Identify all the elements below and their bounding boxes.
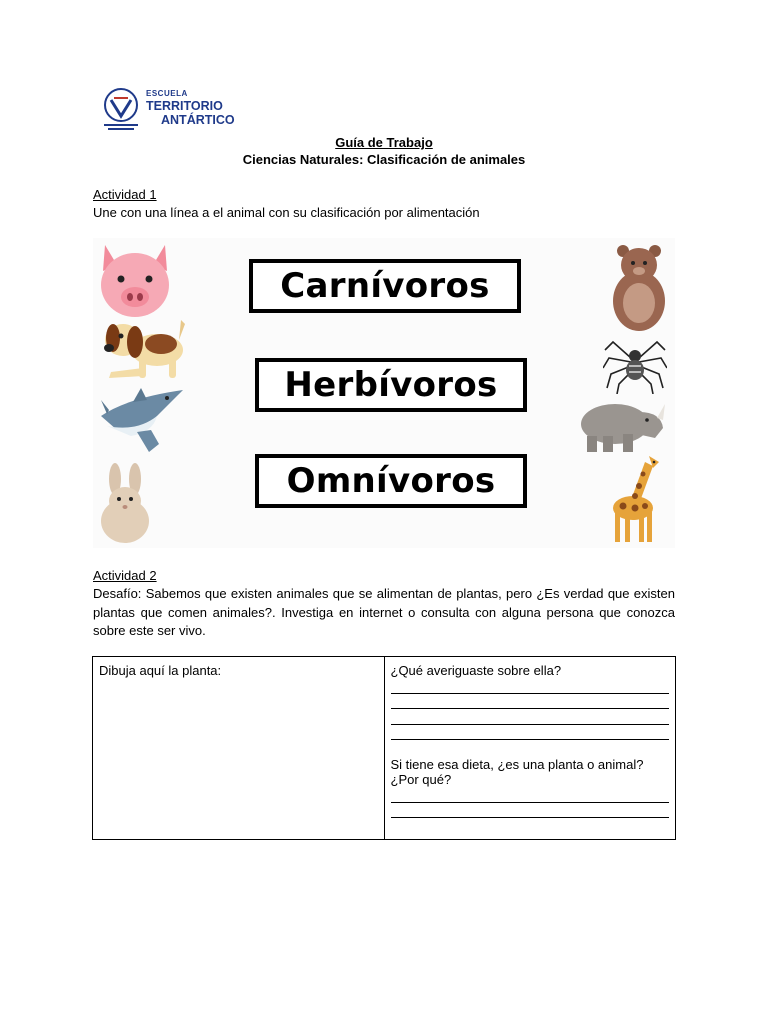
worksheet-table [92, 656, 676, 840]
answer-lines-2[interactable] [391, 789, 670, 819]
bear-icon [611, 243, 667, 333]
question-1: ¿Qué averiguaste sobre ella? [390, 663, 562, 678]
spider-icon [603, 336, 667, 394]
drawing-area-label: Dibuja aquí la planta: [99, 663, 222, 678]
activity1-instruction: Une con una línea a el animal con su clasificación por alimentación [93, 205, 480, 220]
page-title: Guía de Trabajo [335, 135, 433, 150]
activity2-challenge-text: Desafío: Sabemos que existen animales que se alimentan de plantas, pero ¿Es verdad que existen plantas que comen animales?. Investiga en internet o consulta con alguna persona que conozca sobre este ser vivo. [93, 586, 675, 638]
dog-icon [99, 318, 191, 380]
question-2: Si tiene esa dieta, ¿es una planta o animal? ¿Por qué? [390, 757, 644, 787]
drawing-area[interactable] [93, 657, 385, 840]
logo-small-text: ESCUELA [146, 89, 188, 98]
page-subtitle: Ciencias Naturales: Clasificación de animales [242, 152, 526, 167]
category-carnivores-box: Carnívoros [249, 259, 521, 313]
pig-icon [97, 241, 173, 319]
logo-line1: TERRITORIO [146, 99, 223, 113]
rhino-icon [575, 398, 667, 454]
school-seal-icon [102, 86, 140, 132]
answer-area [384, 657, 676, 840]
matching-exercise-image [93, 238, 675, 548]
category-herbivores-box: Herbívoros [255, 358, 527, 412]
shark-icon [97, 386, 185, 456]
logo-line2: ANTÁRTICO [161, 112, 235, 127]
school-logo [102, 86, 242, 134]
category-omnivores-box: Omnívoros [255, 454, 527, 508]
giraffe-icon [609, 452, 665, 544]
rabbit-icon [97, 463, 153, 543]
activity2-heading: Actividad 2 [93, 568, 157, 583]
activity1-heading: Actividad 1 [93, 187, 157, 202]
school-name [146, 90, 235, 126]
answer-lines-1[interactable] [391, 680, 670, 741]
